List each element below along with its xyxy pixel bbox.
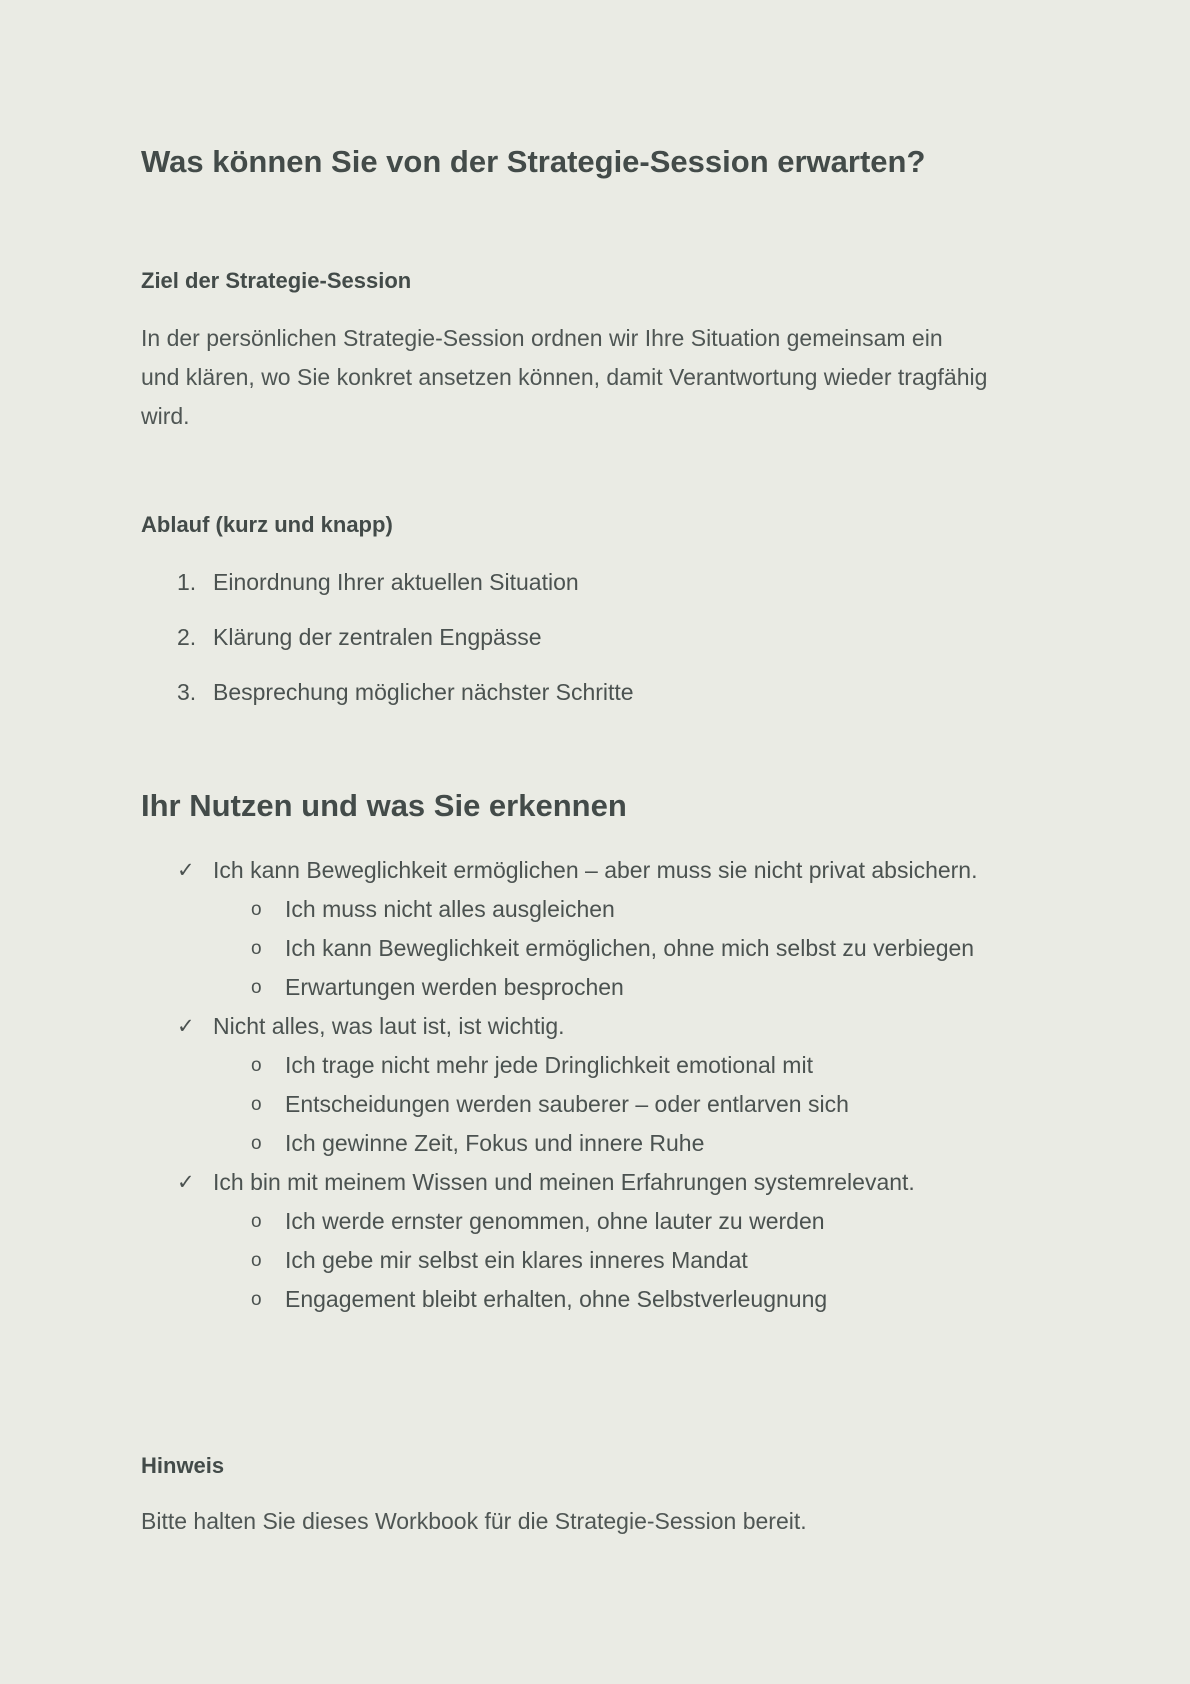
hinweis-heading: Hinweis (141, 1453, 225, 1478)
circle-bullet-icon: o (251, 1211, 262, 1232)
sub-item-text: Entscheidungen werden sauberer – oder entlarven sich (285, 1091, 849, 1117)
sub-item-text: Ich muss nicht alles ausgleichen (285, 896, 615, 922)
checkmark-icon: ✓ (177, 859, 195, 882)
ziel-line: und klären, wo Sie konkret ansetzen können, damit Verantwortung wieder tragfähig (141, 364, 988, 390)
list-number: 1. (177, 569, 197, 595)
sub-item-text: Ich kann Beweglichkeit ermöglichen, ohne mich selbst zu verbiegen (285, 935, 975, 961)
sub-item-text: Ich trage nicht mehr jede Dringlichkeit emotional mit (285, 1052, 813, 1078)
checkmark-icon: ✓ (177, 1171, 195, 1194)
ziel-line: wird. (141, 403, 190, 429)
page-title: Was können Sie von der Strategie-Session erwarten? (141, 144, 926, 179)
circle-bullet-icon: o (251, 1055, 262, 1076)
circle-bullet-icon: o (251, 1289, 262, 1310)
list-number: 3. (177, 679, 197, 705)
check-item-text: Nicht alles, was laut ist, ist wichtig. (213, 1013, 565, 1039)
list-item-text: Besprechung möglicher nächster Schritte (213, 679, 634, 705)
circle-bullet-icon: o (251, 1094, 262, 1115)
list-number: 2. (177, 624, 197, 650)
check-item-text: Ich bin mit meinem Wissen und meinen Erfahrungen systemrelevant. (213, 1169, 915, 1195)
sub-item-text: Ich werde ernster genommen, ohne lauter zu werden (285, 1208, 825, 1234)
list-item-text: Einordnung Ihrer aktuellen Situation (213, 569, 579, 595)
ziel-heading: Ziel der Strategie-Session (141, 268, 412, 293)
nutzen-heading: Ihr Nutzen und was Sie erkennen (141, 788, 627, 823)
circle-bullet-icon: o (251, 938, 262, 959)
sub-item-text: Engagement bleibt erhalten, ohne Selbstverleugnung (285, 1286, 828, 1312)
ziel-line: In der persönlichen Strategie-Session ordnen wir Ihre Situation gemeinsam ein (141, 325, 943, 351)
circle-bullet-icon: o (251, 899, 262, 920)
circle-bullet-icon: o (251, 1133, 262, 1154)
hinweis-text: Bitte halten Sie dieses Workbook für die Strategie-Session bereit. (141, 1508, 807, 1534)
sub-item-text: Ich gewinne Zeit, Fokus und innere Ruhe (285, 1130, 705, 1156)
circle-bullet-icon: o (251, 977, 262, 998)
sub-item-text: Ich gebe mir selbst ein klares inneres Mandat (285, 1247, 748, 1273)
check-item-text: Ich kann Beweglichkeit ermöglichen – aber muss sie nicht privat absichern. (213, 857, 978, 883)
checkmark-icon: ✓ (177, 1015, 195, 1038)
ziel-paragraph (141, 319, 987, 436)
circle-bullet-icon: o (251, 1250, 262, 1271)
sub-item-text: Erwartungen werden besprochen (285, 974, 624, 1000)
ablauf-heading: Ablauf (kurz und knapp) (141, 512, 393, 537)
list-item-text: Klärung der zentralen Engpässe (213, 624, 542, 650)
